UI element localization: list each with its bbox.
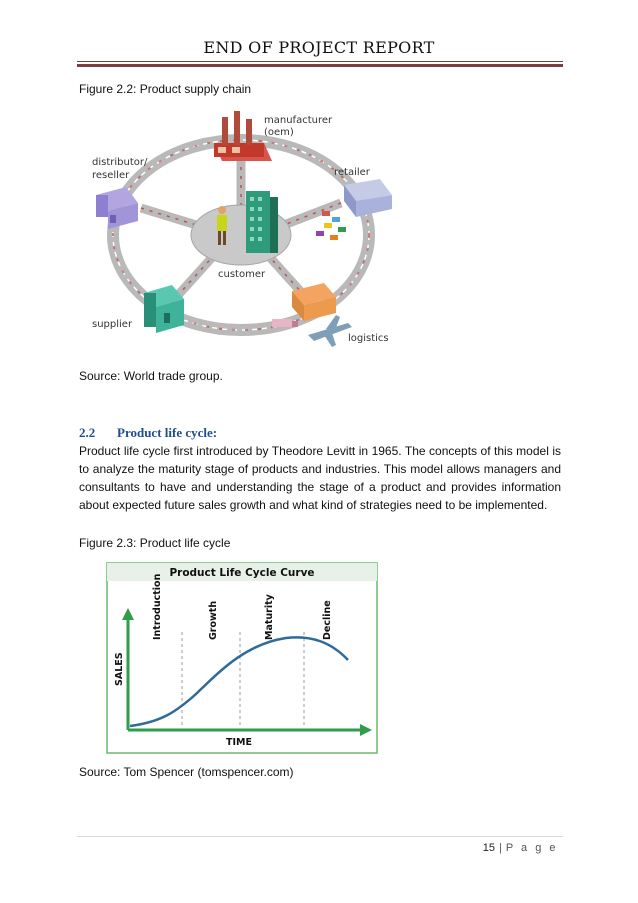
retailer-store-icon [344,179,392,217]
y-axis-label: SALES [114,652,125,686]
stage-introduction: Introduction [152,573,163,640]
section-heading [79,425,217,441]
page-footer [483,842,558,854]
section-title: Product life cycle: [117,425,218,440]
supplier-building-icon [144,285,184,333]
customer-label: customer [218,269,266,280]
stage-growth: Growth [208,600,219,640]
figure-2-2-caption: Figure 2.2: Product supply chain [79,82,252,96]
distributor-label: distributor/ [92,157,148,168]
product-life-cycle-chart [106,562,378,754]
oem-label: (oem) [264,127,294,138]
report-header: END OF PROJECT REPORT [203,38,435,57]
header-rule-thin [77,61,563,62]
supply-chain-diagram [86,103,396,361]
reseller-label: reseller [92,170,130,181]
figure-2-3-source: Source: Tom Spencer (tomspencer.com) [79,765,294,779]
section-paragraph: Product life cycle first introduced by Theodore Levitt in 1965. The concepts of this model is to analyze the maturity stage of products and industries. This model allows managers and consultants to have and understanding the stage of a product and provides information about expected future sales growth and what kind of strategies need to be implemented. [79,444,561,512]
retailer-label: retailer [334,167,370,178]
page-word: P a g e [505,842,558,854]
chart-title: Product Life Cycle Curve [169,567,315,579]
section-number: 2.2 [79,425,96,440]
stage-maturity: Maturity [264,594,275,640]
page-number: 15 [482,842,495,854]
stage-decline: Decline [322,600,333,640]
footer-separator: | [498,842,502,854]
figure-2-3-caption: Figure 2.3: Product life cycle [79,536,231,550]
footer-rule [77,836,563,837]
manufacturer-label: manufacturer [264,115,333,126]
logistics-airplane-icon [308,315,352,347]
logistics-label: logistics [348,333,389,344]
supplier-label: supplier [92,319,133,330]
x-axis-label: TIME [226,737,252,748]
figure-2-2-source: Source: World trade group. [79,369,223,383]
header-rule-thick [77,64,563,67]
